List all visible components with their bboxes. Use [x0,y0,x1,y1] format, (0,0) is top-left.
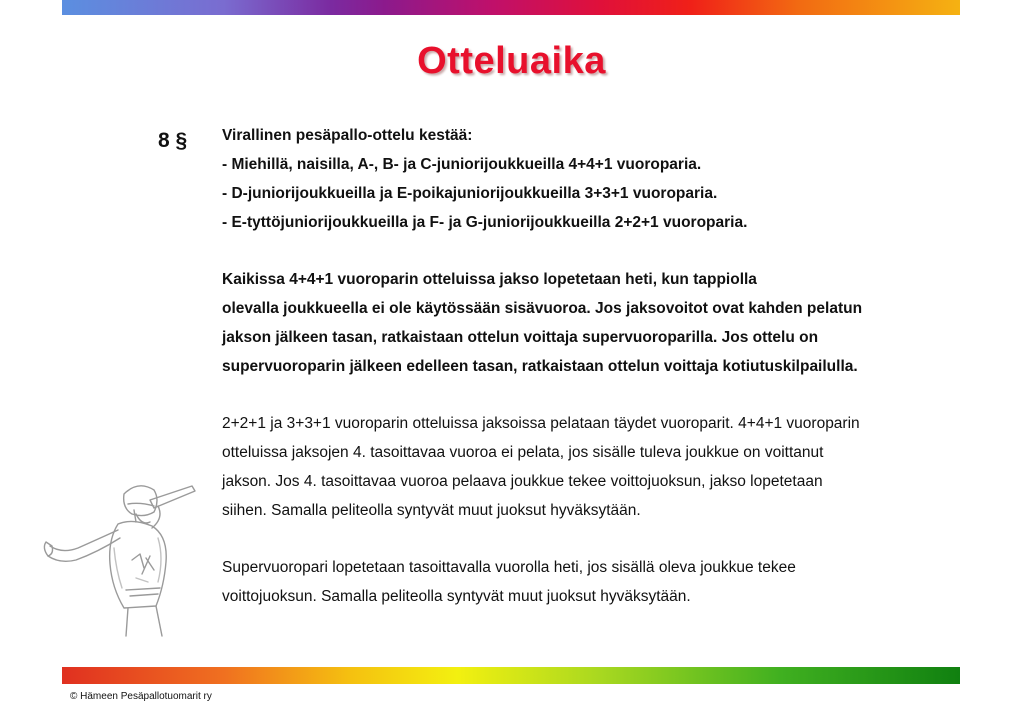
text-line: - Miehillä, naisilla, A-, B- ja C-juniorijoukkueilla 4+4+1 vuoroparia. [222,156,702,173]
text-line: otteluissa jaksojen 4. tasoittavaa vuoroa ei pelata, jos sisälle tuleva joukkue on voittanut [222,444,824,461]
footer-copyright: © Hämeen Pesäpallotuomarit ry [70,691,212,702]
text-line: 2+2+1 ja 3+3+1 vuoroparin otteluissa jaksoissa pelataan täydet vuoroparit. 4+4+1 vuoroparin [222,415,860,432]
text-line: - D-juniorijoukkueilla ja E-poikajuniorijoukkueilla 3+3+1 vuoroparia. [222,185,718,202]
bottom-gradient-bar [62,667,960,684]
text-line: - E-tyttöjuniorijoukkueilla ja F- ja G-juniorijoukkueilla 2+2+1 vuoroparia. [222,214,748,231]
text-line: Kaikissa 4+4+1 vuoroparin otteluissa jakso lopetetaan heti, kun tappiolla [222,271,757,288]
section-number: 8 § [158,129,188,152]
text-line: supervuoroparin jälkeen edelleen tasan, ratkaistaan ottelun voittaja kotiutuskilpailulla. [222,358,858,375]
page-title: Otteluaika [417,40,606,82]
text-line: Virallinen pesäpallo-ottelu kestää: [222,127,473,144]
text-line: Supervuoropari lopetetaan tasoittavalla vuorolla heti, jos sisällä oleva joukkue tekee [222,559,796,576]
text-line: olevalla joukkueella ei ole käytössään sisävuoroa. Jos jaksovoitot ovat kahden pelatun [222,300,863,317]
text-line: jakson. Jos 4. tasoittavaa vuoroa pelaava joukkue tekee voittojuoksun, jakso lopetetaan [222,473,823,490]
text-line: voittojuoksun. Samalla peliteolla syntyvät muut juoksut hyväksytään. [222,588,691,605]
text-line: jakson jälkeen tasan, ratkaistaan ottelun voittaja supervuoroparilla. Jos ottelu on [222,329,819,346]
text-line: siihen. Samalla peliteolla syntyvät muut juoksut hyväksytään. [222,502,641,519]
batter-illustration-icon [40,478,200,638]
rule-text [222,121,992,611]
top-gradient-bar [62,0,960,15]
